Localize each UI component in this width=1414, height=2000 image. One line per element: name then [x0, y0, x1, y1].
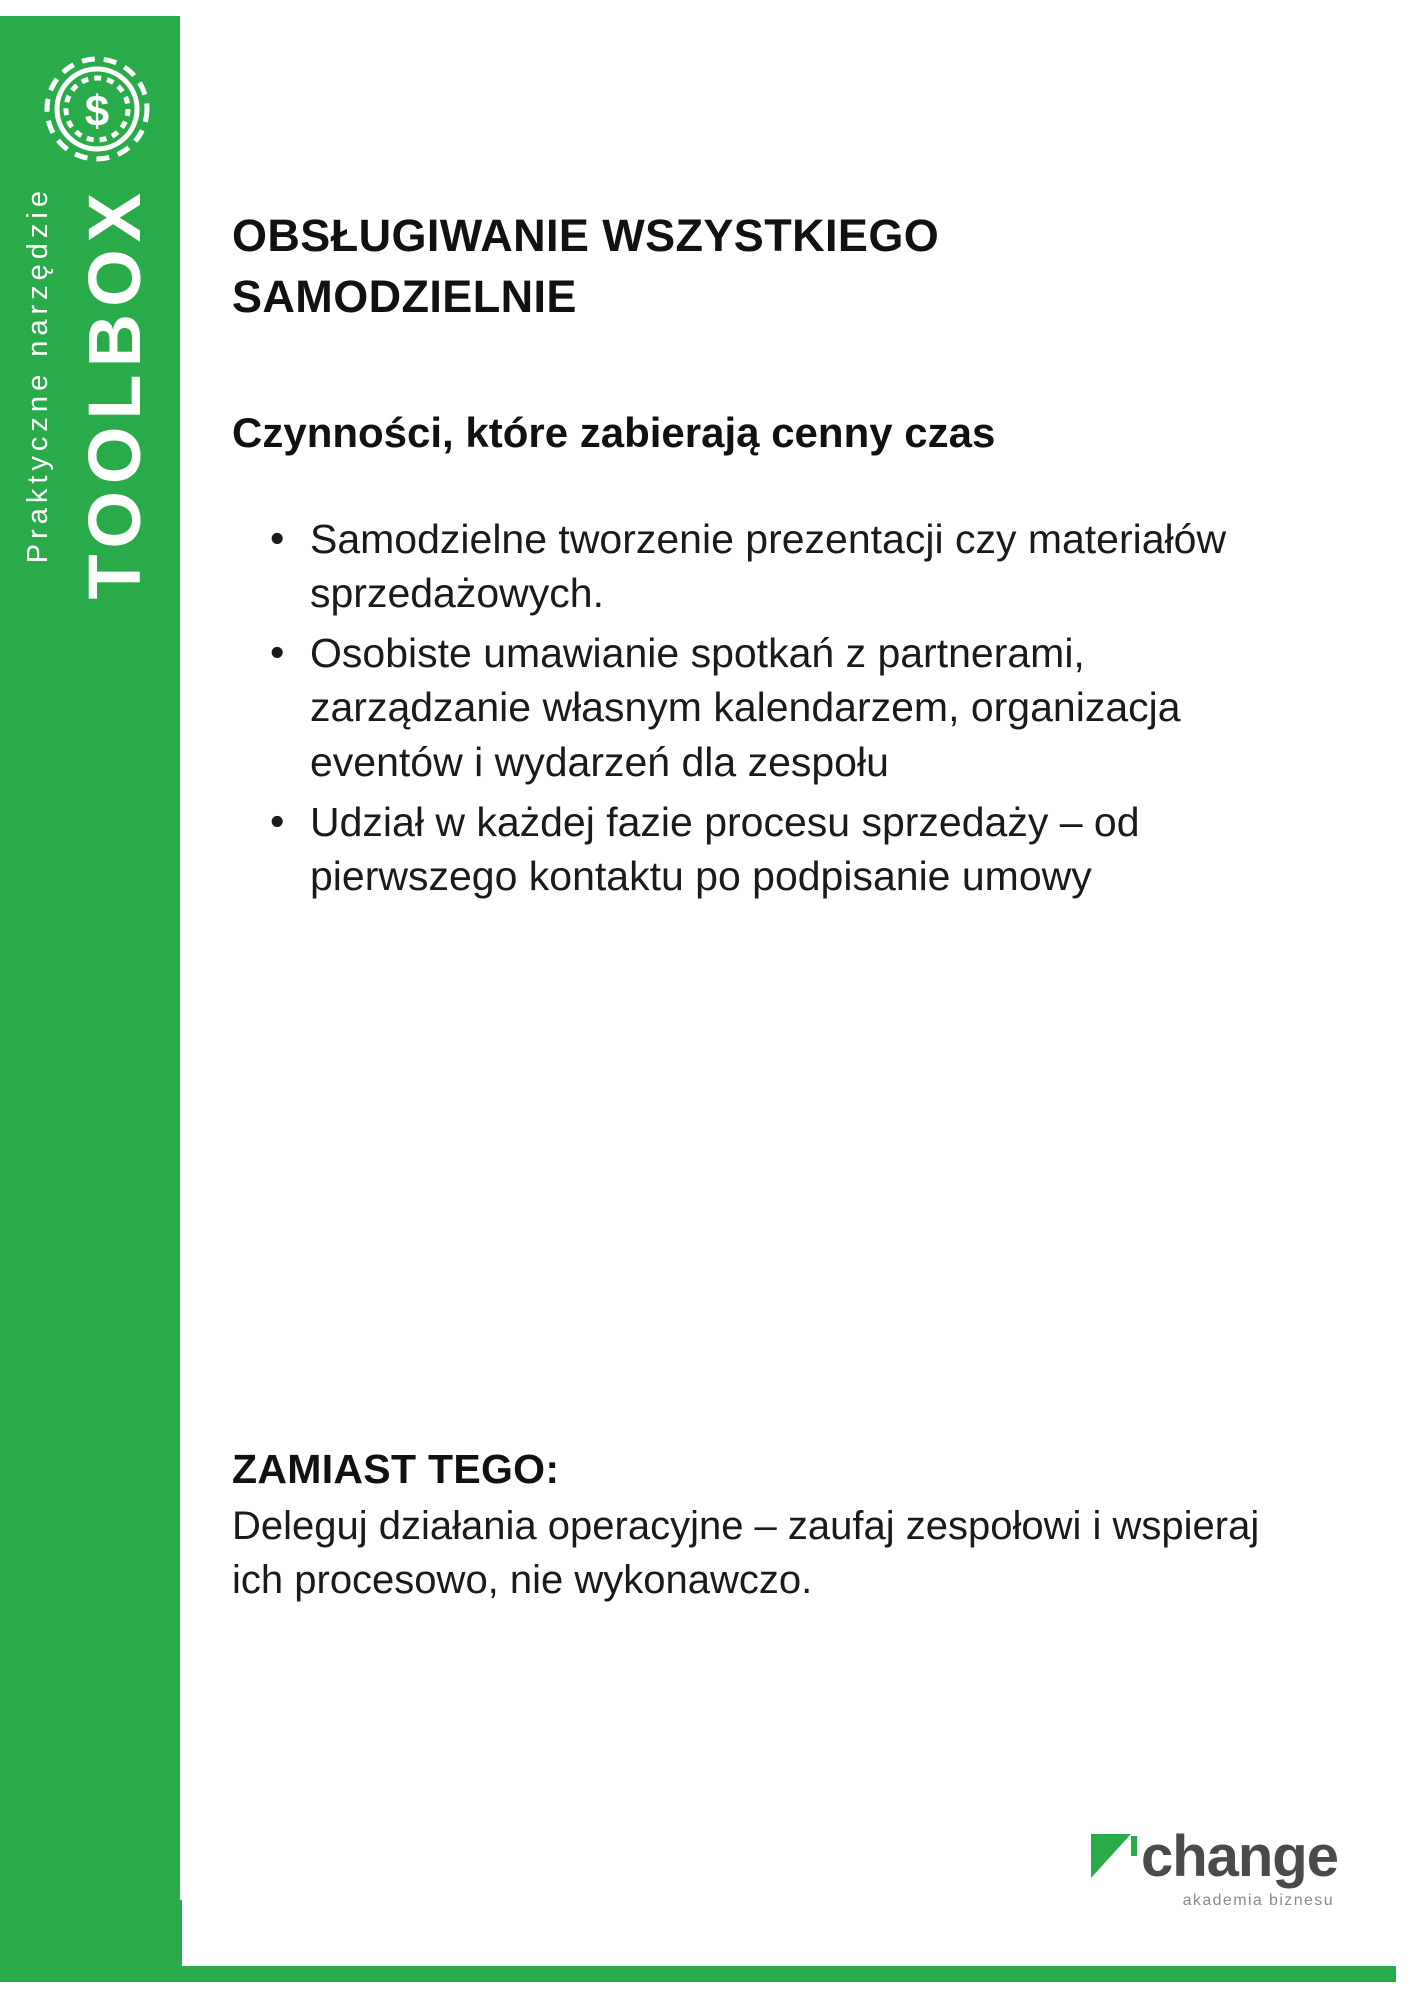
- frame-right-edge: [1396, 0, 1414, 2000]
- frame-bottom-edge: [0, 1982, 1414, 2000]
- brand-sidebar: [16, 16, 180, 1982]
- logo-wordmark: change: [1140, 1824, 1338, 1889]
- content-card: [180, 16, 1396, 1966]
- svg-text:$: $: [84, 87, 110, 136]
- list-item: • Samodzielne tworzenie prezentacji czy materiałów sprzedażowych.: [310, 512, 1240, 620]
- 4-change-logo-icon: [1091, 1834, 1137, 1880]
- logo-row: [1091, 1824, 1338, 1889]
- instead-label: ZAMIAST TEGO:: [232, 1446, 560, 1492]
- section-subtitle: Czynności, które zabierają cenny czas: [232, 408, 996, 456]
- instead-text: Deleguj działania operacyjne – zaufaj zespołowi i wspieraj ich procesowo, nie wykonawczo.: [232, 1504, 1260, 1603]
- bullet-list: [232, 512, 1272, 903]
- dollar-coin-gear-icon: [38, 50, 156, 168]
- content-body: [232, 206, 1272, 909]
- logo-subtitle: akademia biznesu: [1182, 1892, 1334, 1909]
- instead-block: [232, 1446, 1292, 1608]
- brand-vertical-text: [16, 186, 196, 906]
- list-item: • Udział w każdej fazie procesu sprzedaży – od pierwszego kontaktu po podpisanie umowy: [310, 795, 1240, 903]
- footer-logo: [1091, 1824, 1338, 1910]
- brand-title: TOOLBOX: [73, 186, 156, 600]
- page-title: OBSŁUGIWANIE WSZYSTKIEGO SAMODZIELNIE: [232, 210, 940, 322]
- brand-subtitle: Praktyczne narzędzie: [22, 186, 54, 564]
- frame-top-edge: [0, 0, 1414, 16]
- list-item: • Osobiste umawianie spotkań z partnerami, zarządzanie własnym kalendarzem, organizacja eventów i wydarzeń dla zespołu: [310, 626, 1240, 788]
